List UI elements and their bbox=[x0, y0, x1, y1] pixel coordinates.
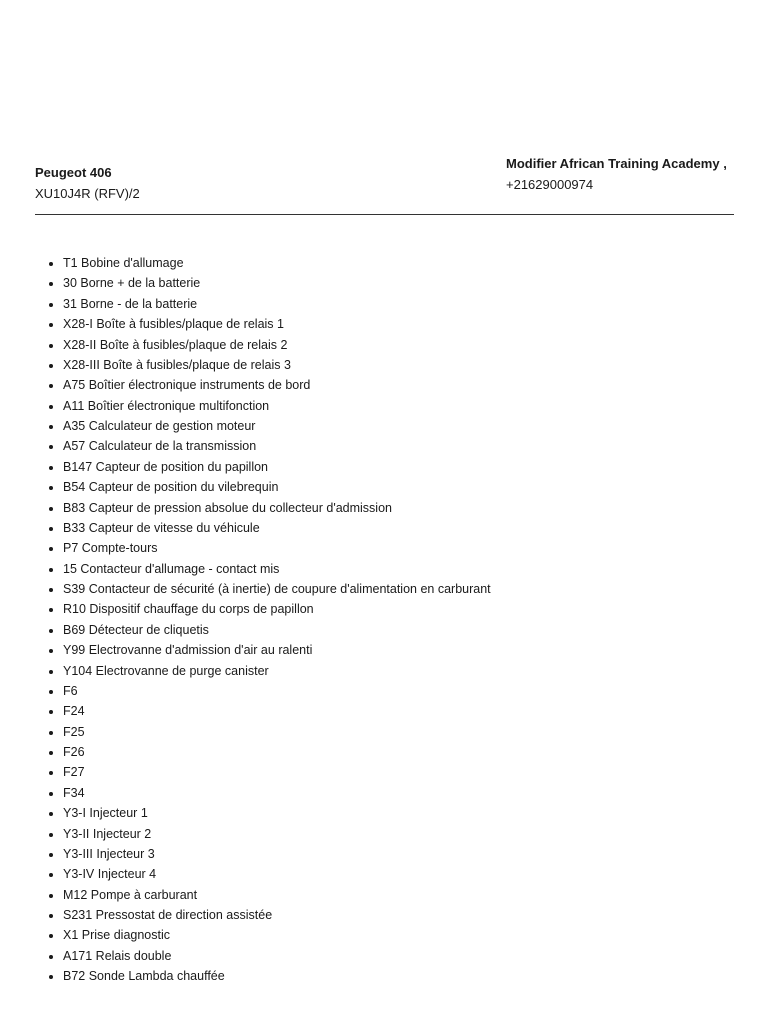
list-item: • B72 Sonde Lambda chauffée bbox=[63, 966, 491, 986]
list-item: • A171 Relais double bbox=[63, 946, 491, 966]
list-item: • M12 Pompe à carburant bbox=[63, 885, 491, 905]
list-item: • Y104 Electrovanne de purge canister bbox=[63, 661, 491, 681]
document-header bbox=[35, 152, 734, 215]
phone-number: +21629000974 bbox=[506, 177, 594, 192]
list-item: • P7 Compte-tours bbox=[63, 538, 491, 558]
list-item: • B69 Détecteur de cliquetis bbox=[63, 620, 491, 640]
list-item: • B83 Capteur de pression absolue du collecteur d'admission bbox=[63, 498, 491, 518]
list-item: • B54 Capteur de position du vilebrequin bbox=[63, 477, 491, 497]
list-item: • F27 bbox=[63, 762, 491, 782]
list-item: • Y3-I Injecteur 1 bbox=[63, 803, 491, 823]
list-item: • F34 bbox=[63, 783, 491, 803]
list-item: • A11 Boîtier électronique multifonction bbox=[63, 396, 491, 416]
list-item: • F26 bbox=[63, 742, 491, 762]
list-item: • X28-II Boîte à fusibles/plaque de relais 2 bbox=[63, 335, 491, 355]
academy-name: Modifier African Training Academy , bbox=[506, 156, 727, 171]
list-item: • 31 Borne - de la batterie bbox=[63, 294, 491, 314]
vehicle-info bbox=[35, 164, 140, 203]
list-item: • A35 Calculateur de gestion moteur bbox=[63, 416, 491, 436]
list-item: • Y3-III Injecteur 3 bbox=[63, 844, 491, 864]
list-item: • X28-I Boîte à fusibles/plaque de relais 1 bbox=[63, 314, 491, 334]
component-list bbox=[45, 253, 491, 987]
list-item: • X1 Prise diagnostic bbox=[63, 925, 491, 945]
list-item: • Y99 Electrovanne d'admission d'air au ralenti bbox=[63, 640, 491, 660]
engine-code: XU10J4R (RFV)/2 bbox=[35, 186, 140, 201]
list-item: • Y3-IV Injecteur 4 bbox=[63, 864, 491, 884]
list-item: • S231 Pressostat de direction assistée bbox=[63, 905, 491, 925]
list-item: • T1 Bobine d'allumage bbox=[63, 253, 491, 273]
list-item: • A75 Boîtier électronique instruments de bord bbox=[63, 375, 491, 395]
list-item: • R10 Dispositif chauffage du corps de papillon bbox=[63, 599, 491, 619]
vehicle-model: Peugeot 406 bbox=[35, 165, 112, 180]
list-item: • A57 Calculateur de la transmission bbox=[63, 436, 491, 456]
list-item: • S39 Contacteur de sécurité (à inertie) de coupure d'alimentation en carburant bbox=[63, 579, 491, 599]
list-item: • B147 Capteur de position du papillon bbox=[63, 457, 491, 477]
list-item: • 30 Borne + de la batterie bbox=[63, 273, 491, 293]
list-item: • F25 bbox=[63, 722, 491, 742]
list-item: • F24 bbox=[63, 701, 491, 721]
list-item: • X28-III Boîte à fusibles/plaque de relais 3 bbox=[63, 355, 491, 375]
author-info bbox=[506, 155, 727, 194]
list-item: • F6 bbox=[63, 681, 491, 701]
list-item: • Y3-II Injecteur 2 bbox=[63, 824, 491, 844]
list-item: • B33 Capteur de vitesse du véhicule bbox=[63, 518, 491, 538]
list-item: • 15 Contacteur d'allumage - contact mis bbox=[63, 559, 491, 579]
